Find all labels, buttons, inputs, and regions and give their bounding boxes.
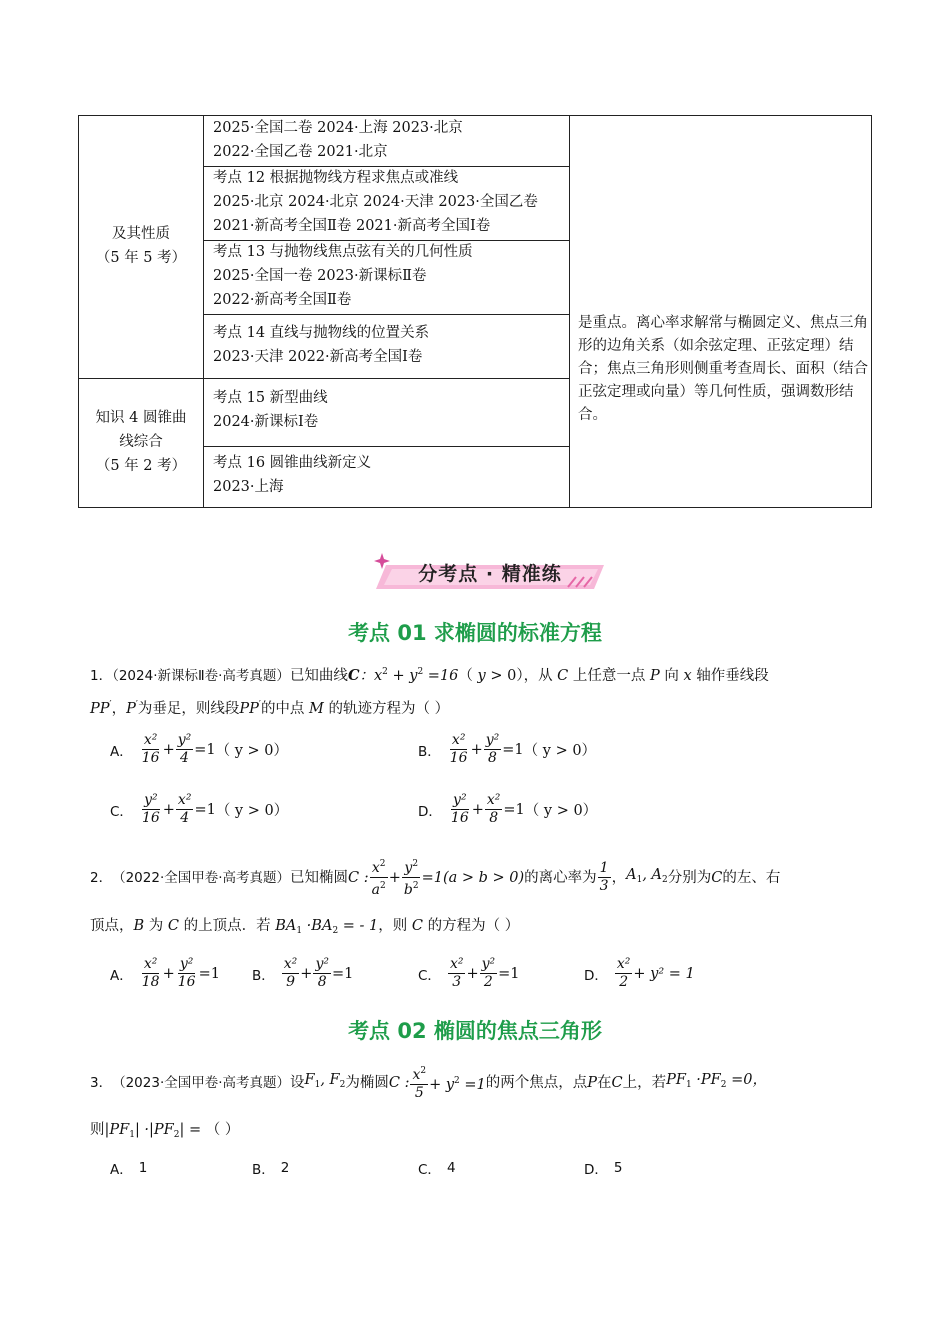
cell-line: 考点 15 新型曲线 — [213, 390, 328, 406]
cell-line: 2022·新高考全国Ⅱ卷 — [213, 292, 352, 308]
option-letter: A． — [110, 743, 133, 760]
option-letter: D． — [584, 967, 608, 984]
numerator: y² — [453, 792, 467, 808]
numerator: x² — [616, 956, 631, 972]
fraction — [480, 956, 498, 991]
question-source: （2024·新课标Ⅱ卷·高考真题） — [112, 668, 290, 684]
question-text: （ ） — [205, 1122, 240, 1138]
option-c[interactable]: C． $\frac{\text{y²}}{16}$ + $\frac{\text{x²}}{4}$ =1 （ y > 0） — [110, 792, 289, 826]
option-value: 4 — [446, 1160, 456, 1176]
question-2-line-1: 2． （2022·全国甲卷·高考真题） 已知椭圆 C : $\frac{x^2}{a^2}$ + $\frac{y^2}{b^2}$ =1(a > b > 0) 的离心率为 $\frac{1}{3}$ ， $A_1$, $A_2$ 分别为 C 的左、右 — [90, 856, 780, 899]
question-text: 的离心率为 — [524, 869, 597, 886]
table-divider — [569, 116, 570, 507]
question-text: 则 — [90, 1122, 105, 1138]
denominator: 16 — [141, 810, 160, 826]
question-text: 为椭圆 — [345, 1074, 389, 1091]
denominator: 16 — [449, 750, 468, 766]
math-expression: C — [711, 869, 723, 886]
denominator: 16 — [177, 974, 196, 990]
cell-line: 2025·全国一卷 2023·新课标Ⅱ卷 — [213, 268, 427, 284]
option-letter: D． — [584, 1162, 608, 1178]
table-divider — [203, 446, 570, 447]
math-expression: PP′ — [239, 700, 261, 717]
math-expression: （ y > 0） — [458, 668, 524, 684]
cell-line: 2025·北京 2024·北京 2024·天津 2023·全国乙卷 — [213, 194, 538, 210]
math-expression: P — [587, 1074, 598, 1091]
question-text: 的左、右 — [722, 869, 781, 886]
denominator: 4 — [180, 750, 189, 766]
question-text: ， — [111, 701, 127, 717]
option-letter: B． — [418, 743, 441, 760]
table-divider — [203, 378, 570, 379]
section-title-1: 考点 01 求椭圆的标准方程 — [348, 621, 602, 645]
cell-line: 2022·全国乙卷 2021·北京 — [213, 144, 388, 160]
math-expression: M — [304, 701, 329, 717]
question-text: 的中点 — [260, 701, 305, 717]
cell-line: 知识 4 圆锥曲 — [95, 410, 187, 426]
option-c[interactable] — [418, 1158, 456, 1178]
option-letter: D． — [418, 803, 442, 820]
denominator: 9 — [286, 974, 295, 990]
question-text: 向 — [664, 668, 679, 684]
question-text: 已知曲线 — [289, 668, 348, 684]
numerator: y² — [485, 732, 500, 748]
math-expression: C — [611, 1074, 623, 1091]
topic-cell — [213, 386, 328, 434]
denominator: 2 — [483, 974, 493, 990]
fraction — [176, 956, 198, 991]
option-letter: A． — [110, 967, 133, 984]
condition: （ y > 0） — [523, 743, 597, 759]
topic-cell — [213, 116, 463, 164]
math-expression: =1(a > b > 0) — [421, 869, 525, 886]
cell-line: 考点 12 根据抛物线方程求焦点或准线 — [213, 170, 459, 186]
option-value: 2 — [280, 1160, 290, 1176]
question-text: ，则 — [378, 918, 408, 934]
cell-line: 2023·天津 2022·新高考全国Ⅰ卷 — [213, 349, 423, 365]
topic-cell — [213, 321, 429, 369]
fraction — [448, 732, 470, 767]
math-expression: $BA_1 \cdot BA_2$ = - 1 — [270, 918, 379, 936]
fraction: $\frac{x^2}{a^2}$ — [370, 856, 388, 899]
numerator: y² — [315, 956, 329, 972]
numerator: x² — [177, 792, 192, 808]
math-expression: $PF_1 \cdot PF_2 =0$， — [666, 1072, 767, 1090]
question-text: 轴作垂线段 — [696, 668, 769, 684]
math-expression: C : — [388, 1074, 410, 1091]
math-expression: P — [645, 668, 665, 684]
math-expression: $A_1$, $A_2$ — [626, 867, 668, 885]
option-b[interactable] — [252, 1158, 289, 1178]
topic-cell — [213, 166, 538, 238]
numerator: x² — [451, 732, 466, 748]
denominator: 8 — [488, 750, 497, 766]
numerator: x² — [486, 792, 501, 808]
math-expression: $|PF_1| \cdot|PF_2|$ = — [104, 1122, 206, 1140]
option-tail: + y² = 1 — [633, 965, 695, 982]
option-b[interactable]: B． $\frac{\text{x²}}{16}$ + $\frac{\text{y²}}{8}$ =1 （ y > 0） — [418, 732, 597, 766]
option-d[interactable] — [584, 1158, 623, 1178]
denominator: 16 — [141, 750, 160, 766]
numerator: y² — [144, 792, 158, 808]
question-source: （2023·全国甲卷·高考真题） — [112, 1074, 291, 1091]
denominator: 8 — [489, 810, 499, 826]
cell-line: （5 年 5 考） — [95, 250, 187, 266]
question-number: 1． — [90, 668, 113, 684]
fraction — [313, 956, 331, 991]
denominator: 4 — [180, 810, 190, 826]
math-expression: C — [552, 668, 573, 684]
numerator: x² — [283, 956, 298, 972]
option-letter: A． — [110, 1162, 133, 1178]
question-number: 3． — [90, 1074, 113, 1091]
math-expression: PP′ — [90, 700, 112, 717]
numerator: x² — [143, 956, 158, 972]
numerator: x² — [143, 732, 158, 748]
numerator: y² — [481, 956, 496, 972]
cell-line: 2025·全国二卷 2024·上海 2023·北京 — [213, 120, 463, 136]
condition: （ y > 0） — [215, 743, 289, 759]
math-expression: + $y^2 =1$ — [429, 1075, 486, 1093]
option-letter: C． — [418, 1162, 441, 1178]
cell-line: 及其性质 — [112, 226, 170, 242]
section-banner — [372, 551, 608, 595]
topic-cell — [213, 240, 473, 312]
table-divider — [203, 314, 570, 315]
question-text: 顶点， — [90, 918, 134, 934]
denominator: 18 — [141, 974, 160, 990]
knowledge-cell-conic — [79, 406, 203, 478]
cell-line: 2023·上海 — [213, 479, 284, 495]
question-1-line-1 — [90, 660, 769, 688]
cell-line: 考点 14 直线与抛物线的位置关系 — [213, 325, 430, 341]
fraction — [140, 956, 162, 991]
question-number: 2． — [90, 869, 113, 886]
question-text: 的方程为（ ） — [427, 918, 520, 934]
option-a[interactable]: A． $\frac{\text{x²}}{16}$ + $\frac{\text{y²}}{4}$ =1 （ y > 0） — [110, 732, 289, 766]
exam-topic-table — [78, 115, 872, 508]
denominator: 8 — [317, 974, 327, 990]
question-text: 上任意一点 — [572, 668, 646, 684]
math-expression: C — [163, 918, 184, 934]
table-divider — [203, 116, 204, 507]
option-letter: C． — [110, 803, 133, 820]
option-letter: B． — [252, 1162, 275, 1178]
fraction — [140, 792, 162, 827]
denominator: 2 — [619, 974, 629, 990]
fraction — [449, 792, 471, 827]
denominator: 16 — [450, 810, 469, 826]
math-expression: $x^2 + y^2 =16$ — [373, 667, 459, 684]
question-source: （2022·全国甲卷·高考真题） — [112, 869, 291, 886]
question-text: 的两个焦点，点 — [485, 1074, 588, 1091]
option-d[interactable]: D． $\frac{\text{y²}}{16}$ + $\frac{\text{x²}}{8}$ =1 （ y > 0） — [418, 792, 598, 826]
fraction — [140, 732, 162, 767]
topic-cell — [213, 451, 371, 499]
math-expression: $F_1$, $F_2$ — [304, 1072, 346, 1090]
cell-line: 考点 13 与抛物线焦点弦有关的几何性质 — [213, 244, 473, 260]
option-d[interactable] — [584, 956, 695, 991]
fraction: $\frac{x^2}{5}$ — [410, 1063, 428, 1102]
math-expression: C : — [348, 869, 369, 886]
fraction — [448, 956, 466, 991]
option-value: 5 — [613, 1160, 623, 1176]
numerator: y² — [179, 956, 194, 972]
condition: （ y > 0） — [524, 803, 598, 819]
math-expression: B — [133, 918, 149, 934]
question-text: 为 — [148, 918, 164, 934]
option-a[interactable] — [110, 1158, 147, 1178]
fraction: $\frac{1}{3}$ — [599, 860, 609, 894]
fraction — [176, 732, 194, 767]
question-text: 的轨迹方程为（ ） — [328, 701, 450, 717]
question-text: 为垂足，则线段 — [137, 701, 240, 717]
option-a[interactable]: A． $\frac{\text{x²}}{18}$ + $\frac{\text{y²}}{16}$ =1 — [110, 956, 220, 990]
option-letter: B． — [252, 967, 275, 984]
fraction: $\frac{y^2}{b^2}$ — [402, 856, 421, 899]
cell-line: （5 年 2 考） — [95, 458, 187, 474]
fraction — [615, 956, 633, 991]
cell-line: 2021·新高考全国Ⅱ卷 2021·新高考全国Ⅰ卷 — [213, 218, 491, 234]
option-b[interactable]: B． $\frac{\text{x²}}{9}$ + $\frac{\text{y²}}{8}$ =1 — [252, 956, 354, 990]
option-c[interactable]: C． $\frac{\text{x²}}{3}$ + $\frac{\text{y²}}{2}$ =1 — [418, 956, 520, 990]
option-value: 1 — [138, 1160, 148, 1176]
section-title-2: 考点 02 椭圆的焦点三角形 — [348, 1019, 602, 1043]
denominator: 3 — [452, 974, 462, 990]
cell-line: 考点 16 圆锥曲线新定义 — [213, 455, 372, 471]
question-2-line-2 — [90, 914, 519, 943]
question-text: 设 — [290, 1074, 305, 1091]
math-expression: C — [407, 918, 428, 934]
question-text: 在 — [597, 1074, 612, 1091]
option-letter: C． — [418, 967, 441, 984]
question-text: ，从 — [523, 668, 553, 684]
fraction — [176, 792, 194, 827]
question-1-line-2 — [90, 693, 449, 721]
question-3-line-2 — [90, 1118, 239, 1147]
cell-line: 线综合 — [119, 434, 163, 450]
math-expression: C： — [347, 667, 374, 684]
numerator: y² — [177, 732, 192, 748]
fraction — [282, 956, 300, 991]
question-text: 的上顶点．若 — [183, 918, 271, 934]
condition: （ y > 0） — [215, 803, 289, 819]
fraction — [484, 732, 502, 767]
math-expression: x — [678, 668, 697, 684]
question-3-line-1 — [90, 1063, 767, 1102]
banner-title: 分考点 · 精准练 — [418, 563, 562, 585]
cell-line: 2024·新课标Ⅰ卷 — [213, 414, 319, 430]
fraction — [485, 792, 503, 827]
question-text: 分别为 — [667, 869, 712, 886]
numerator: x² — [449, 956, 464, 972]
question-text: 已知椭圆 — [290, 869, 349, 886]
question-text: 上，若 — [622, 1074, 667, 1091]
math-expression: P′ — [126, 700, 138, 717]
analysis-cell: 是重点。离心率求解常与椭圆定义、焦点三角形的边角关系（如余弦定理、正弦定理）结合；焦点三角形则侧重考查周长、面积（结合正弦定理或向量）等几何性质，强调数形结合。 — [578, 315, 868, 423]
table-divider — [79, 378, 204, 379]
knowledge-cell-parabola — [79, 222, 203, 270]
